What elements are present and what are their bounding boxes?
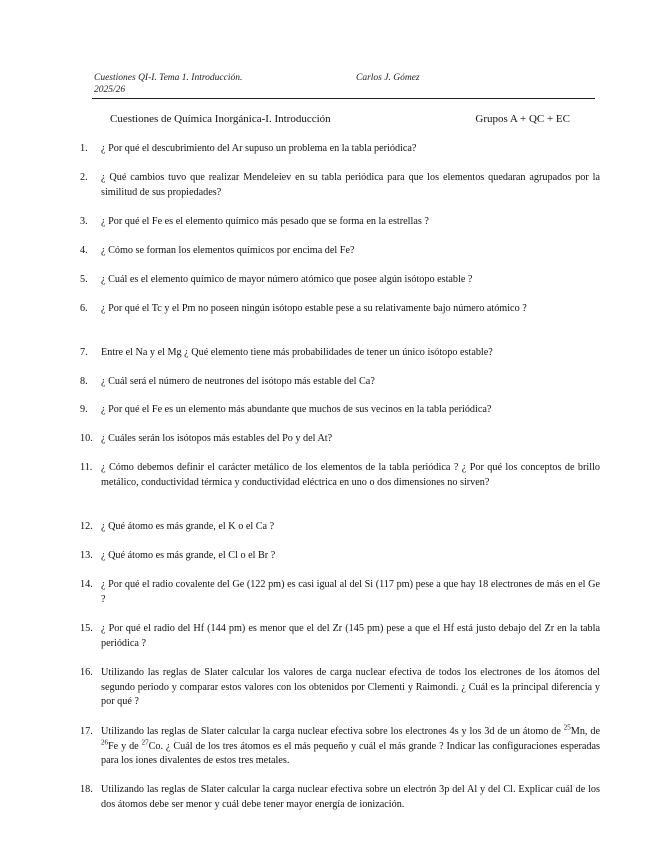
question-text: ¿ Cuál será el número de neutrones del isótopo más estable del Ca? [101,376,375,387]
header-course-line1: Cuestiones QI-I. Tema 1. Introducción. [94,73,243,83]
question-number: 2. [80,172,88,183]
question-text: Utilizando las reglas de Slater calcular los valores de carga nuclear efectiva de todos los electrones de los átomos del segundo periodo y comparar estos valores con los obtenidos por Clementi y Raimondi. ¿ Cuál es la principal diferencia y por qué ? [101,667,600,707]
question-number: 13. [80,550,93,561]
question-9 [80,403,600,418]
question-5 [80,273,600,288]
q17-text-d: Co. ¿ Cuál de los tres átomos es el más pequeño y cuál el más grande ? Indicar las configuraciones esperadas para los iones divalentes de estos tres metales. [101,740,600,766]
question-text: Utilizando las reglas de Slater calcular la carga nuclear efectiva sobre un electrón 3p del Al y del Cl. Explicar cuál de los dos átomos debe ser menor y cuál debe tener mayor energía de ionización. [101,784,600,810]
question-text: Entre el Na y el Mg ¿ Qué elemento tiene más probabilidades de tener un único isótopo estable? [101,347,493,358]
co-mass-number: 27 [141,738,149,747]
question-13 [80,549,600,564]
question-text [101,725,600,769]
header-author: Carlos J. Gómez [356,73,420,83]
question-6 [80,302,600,317]
q17-text-c: Fe y de [108,740,142,752]
question-12 [80,520,600,535]
question-number: 15. [80,623,93,634]
question-text: ¿ Cómo debemos definir el carácter metálico de los elementos de la tabla periódica ? ¿ Por qué los conceptos de brillo metálico, conductividad térmica y conductividad eléctrica en uno o dos dimensiones no sirven? [101,462,600,488]
question-number: 4. [80,245,88,256]
question-7 [80,346,600,361]
question-text: ¿ Qué átomo es más grande, el Cl o el Br ? [101,550,276,561]
question-number: 9. [80,404,88,415]
question-11 [80,461,600,490]
question-number: 14. [80,579,93,590]
q17-text-b: Mn, de [570,726,600,737]
question-text: ¿ Por qué el Fe es un elemento más abundante que muchos de sus vecinos en la tabla periódica? [101,404,492,415]
question-text: ¿ Qué cambios tuvo que realizar Mendeleiev en su tabla periódica para que los elementos quedaran agrupados por la similitud de sus propiedades? [101,172,600,198]
question-number: 17. [80,726,93,737]
question-text: ¿ Por qué el descubrimiento del Ar supuso un problema en la tabla periódica? [101,143,417,154]
fe-mass-number: 26 [101,738,108,747]
question-text: ¿ Cómo se forman los elementos químicos por encima del Fe? [101,245,355,256]
question-18 [80,783,600,812]
mn-mass-number: 25 [563,723,571,732]
question-number: 6. [80,303,88,314]
groups-label: Grupos A + QC + EC [475,113,570,125]
question-17 [80,725,600,769]
question-8 [80,375,600,390]
header-rule [92,98,595,99]
question-text: ¿ Cuál es el elemento químico de mayor número atómico que posee algún isótopo estable ? [101,274,473,285]
question-16 [80,666,600,710]
question-4 [80,244,600,259]
document-title: Cuestiones de Química Inorgánica-I. Introducción [110,113,331,125]
question-text: ¿ Por qué el Fe es el elemento químico más pesado que se forma en la estrellas ? [101,216,429,227]
question-10 [80,432,600,447]
question-text: ¿ Qué átomo es más grande, el K o el Ca ? [101,521,275,532]
question-number: 11. [80,462,93,473]
question-1 [80,142,600,157]
header-course [94,72,242,96]
question-number: 7. [80,347,88,358]
question-3 [80,215,600,230]
question-number: 12. [80,521,93,532]
question-14 [80,578,600,607]
question-number: 10. [80,433,93,444]
question-number: 1. [80,143,88,154]
question-number: 18. [80,784,93,795]
question-number: 3. [80,216,88,227]
q17-text-a: Utilizando las reglas de Slater calcular la carga nuclear efectiva sobre los electrones 4s y los 3d de un átomo de [101,726,564,737]
question-text: ¿ Por qué el Tc y el Pm no poseen ningún isótopo estable pese a su relativamente bajo número atómico ? [101,303,527,314]
question-number: 5. [80,274,88,285]
question-number: 16. [80,667,93,678]
question-text: ¿ Por qué el radio covalente del Ge (122 pm) es casi igual al del Si (117 pm) pese a que hay 18 electrones de más en el Ge ? [101,579,600,605]
header-course-line2: 2025/26 [94,85,126,95]
question-2 [80,171,600,200]
question-text: ¿ Por qué el radio del Hf (144 pm) es menor que el del Zr (145 pm) pese a que el Hf está justo debajo del Zr en la tabla periódica ? [101,623,600,649]
question-number: 8. [80,376,88,387]
question-text: ¿ Cuáles serán los isótopos más estables del Po y del At? [101,433,333,444]
question-15 [80,622,600,651]
